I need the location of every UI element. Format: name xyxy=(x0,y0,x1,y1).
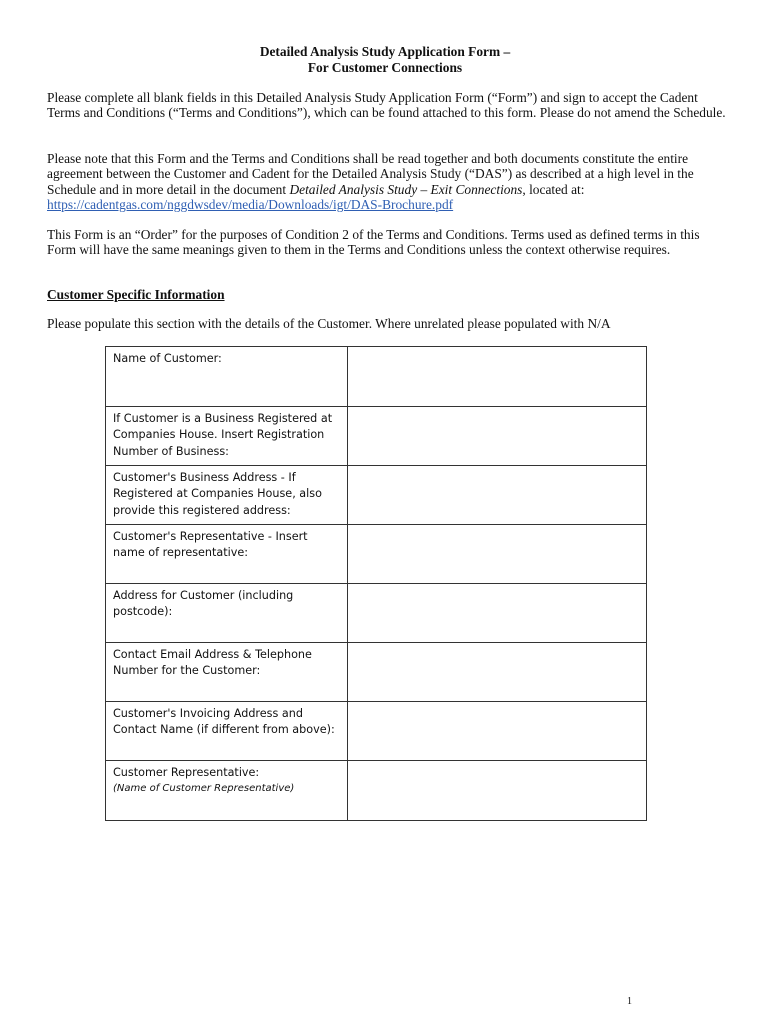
registration-number-field[interactable] xyxy=(348,407,647,466)
form-title xyxy=(0,44,770,76)
customer-representative-label: Customer Representative: xyxy=(113,766,260,779)
intro-paragraph-2-text: Please note that this Form and the Terms and Conditions shall be read together and both documents constitute the entire agreement between the Customer and Cadent for the Detailed Analysis Study (“DAS”) as described at a high level in the Schedule and in more detail in the document xyxy=(47,151,694,197)
brochure-link[interactable]: https://cadentgas.com/nggdwsdev/media/Downloads/igt/DAS-Brochure.pdf xyxy=(47,197,454,213)
customer-name-field[interactable] xyxy=(348,347,647,407)
invoicing-address-field[interactable] xyxy=(348,702,647,761)
form-title-line-2: For Customer Connections xyxy=(307,60,463,75)
customer-representative-sublabel: (Name of Customer Representative) xyxy=(113,783,295,795)
table-row xyxy=(106,702,647,761)
table-row xyxy=(106,643,647,702)
row-label: Contact Email Address & Telephone Number for the Customer: xyxy=(106,643,348,702)
row-label: If Customer is a Business Registered at Companies House. Insert Registration Number of Business: xyxy=(106,407,348,466)
table-row xyxy=(106,584,647,643)
customer-info-table xyxy=(105,346,647,821)
form-title-line-1: Detailed Analysis Study Application Form – xyxy=(259,44,511,59)
intro-paragraph-1: Please complete all blank fields in this Detailed Analysis Study Application Form (“Form”) and sign to accept the Cadent Terms and Conditions (“Terms and Conditions”), which can be found attached to this form. Please do not amend the Schedule. xyxy=(47,90,726,121)
table-row xyxy=(106,466,647,525)
row-label: Address for Customer (including postcode): xyxy=(106,584,348,643)
representative-name-field[interactable] xyxy=(348,525,647,584)
row-label: Customer's Representative - Insert name of representative: xyxy=(106,525,348,584)
intro-paragraph-2-tail: , located at: xyxy=(522,181,585,197)
table-row xyxy=(106,761,647,821)
table-row xyxy=(106,525,647,584)
row-label: Name of Customer: xyxy=(106,347,348,407)
row-label xyxy=(106,761,348,821)
intro-paragraph-3: This Form is an “Order” for the purposes of Condition 2 of the Terms and Conditions. Terms used as defined terms in this Form will have the same meanings given to them in the Terms and Conditions unless the context otherwise requires. xyxy=(47,227,700,258)
row-label: Customer's Invoicing Address and Contact Name (if different from above): xyxy=(106,702,348,761)
row-label: Customer's Business Address - If Registered at Companies House, also provide this registered address: xyxy=(106,466,348,525)
customer-address-field[interactable] xyxy=(348,584,647,643)
contact-details-field[interactable] xyxy=(348,643,647,702)
customer-representative-field[interactable] xyxy=(348,761,647,821)
table-row xyxy=(106,347,647,407)
section-heading: Customer Specific Information xyxy=(47,287,225,302)
section-instruction: Please populate this section with the details of the Customer. Where unrelated please populated with N/A xyxy=(47,316,611,331)
business-address-field[interactable] xyxy=(348,466,647,525)
brochure-title: Detailed Analysis Study – Exit Connections xyxy=(289,181,523,197)
table-row xyxy=(106,407,647,466)
page-number: 1 xyxy=(627,996,632,1007)
intro-paragraph-2 xyxy=(47,151,727,213)
